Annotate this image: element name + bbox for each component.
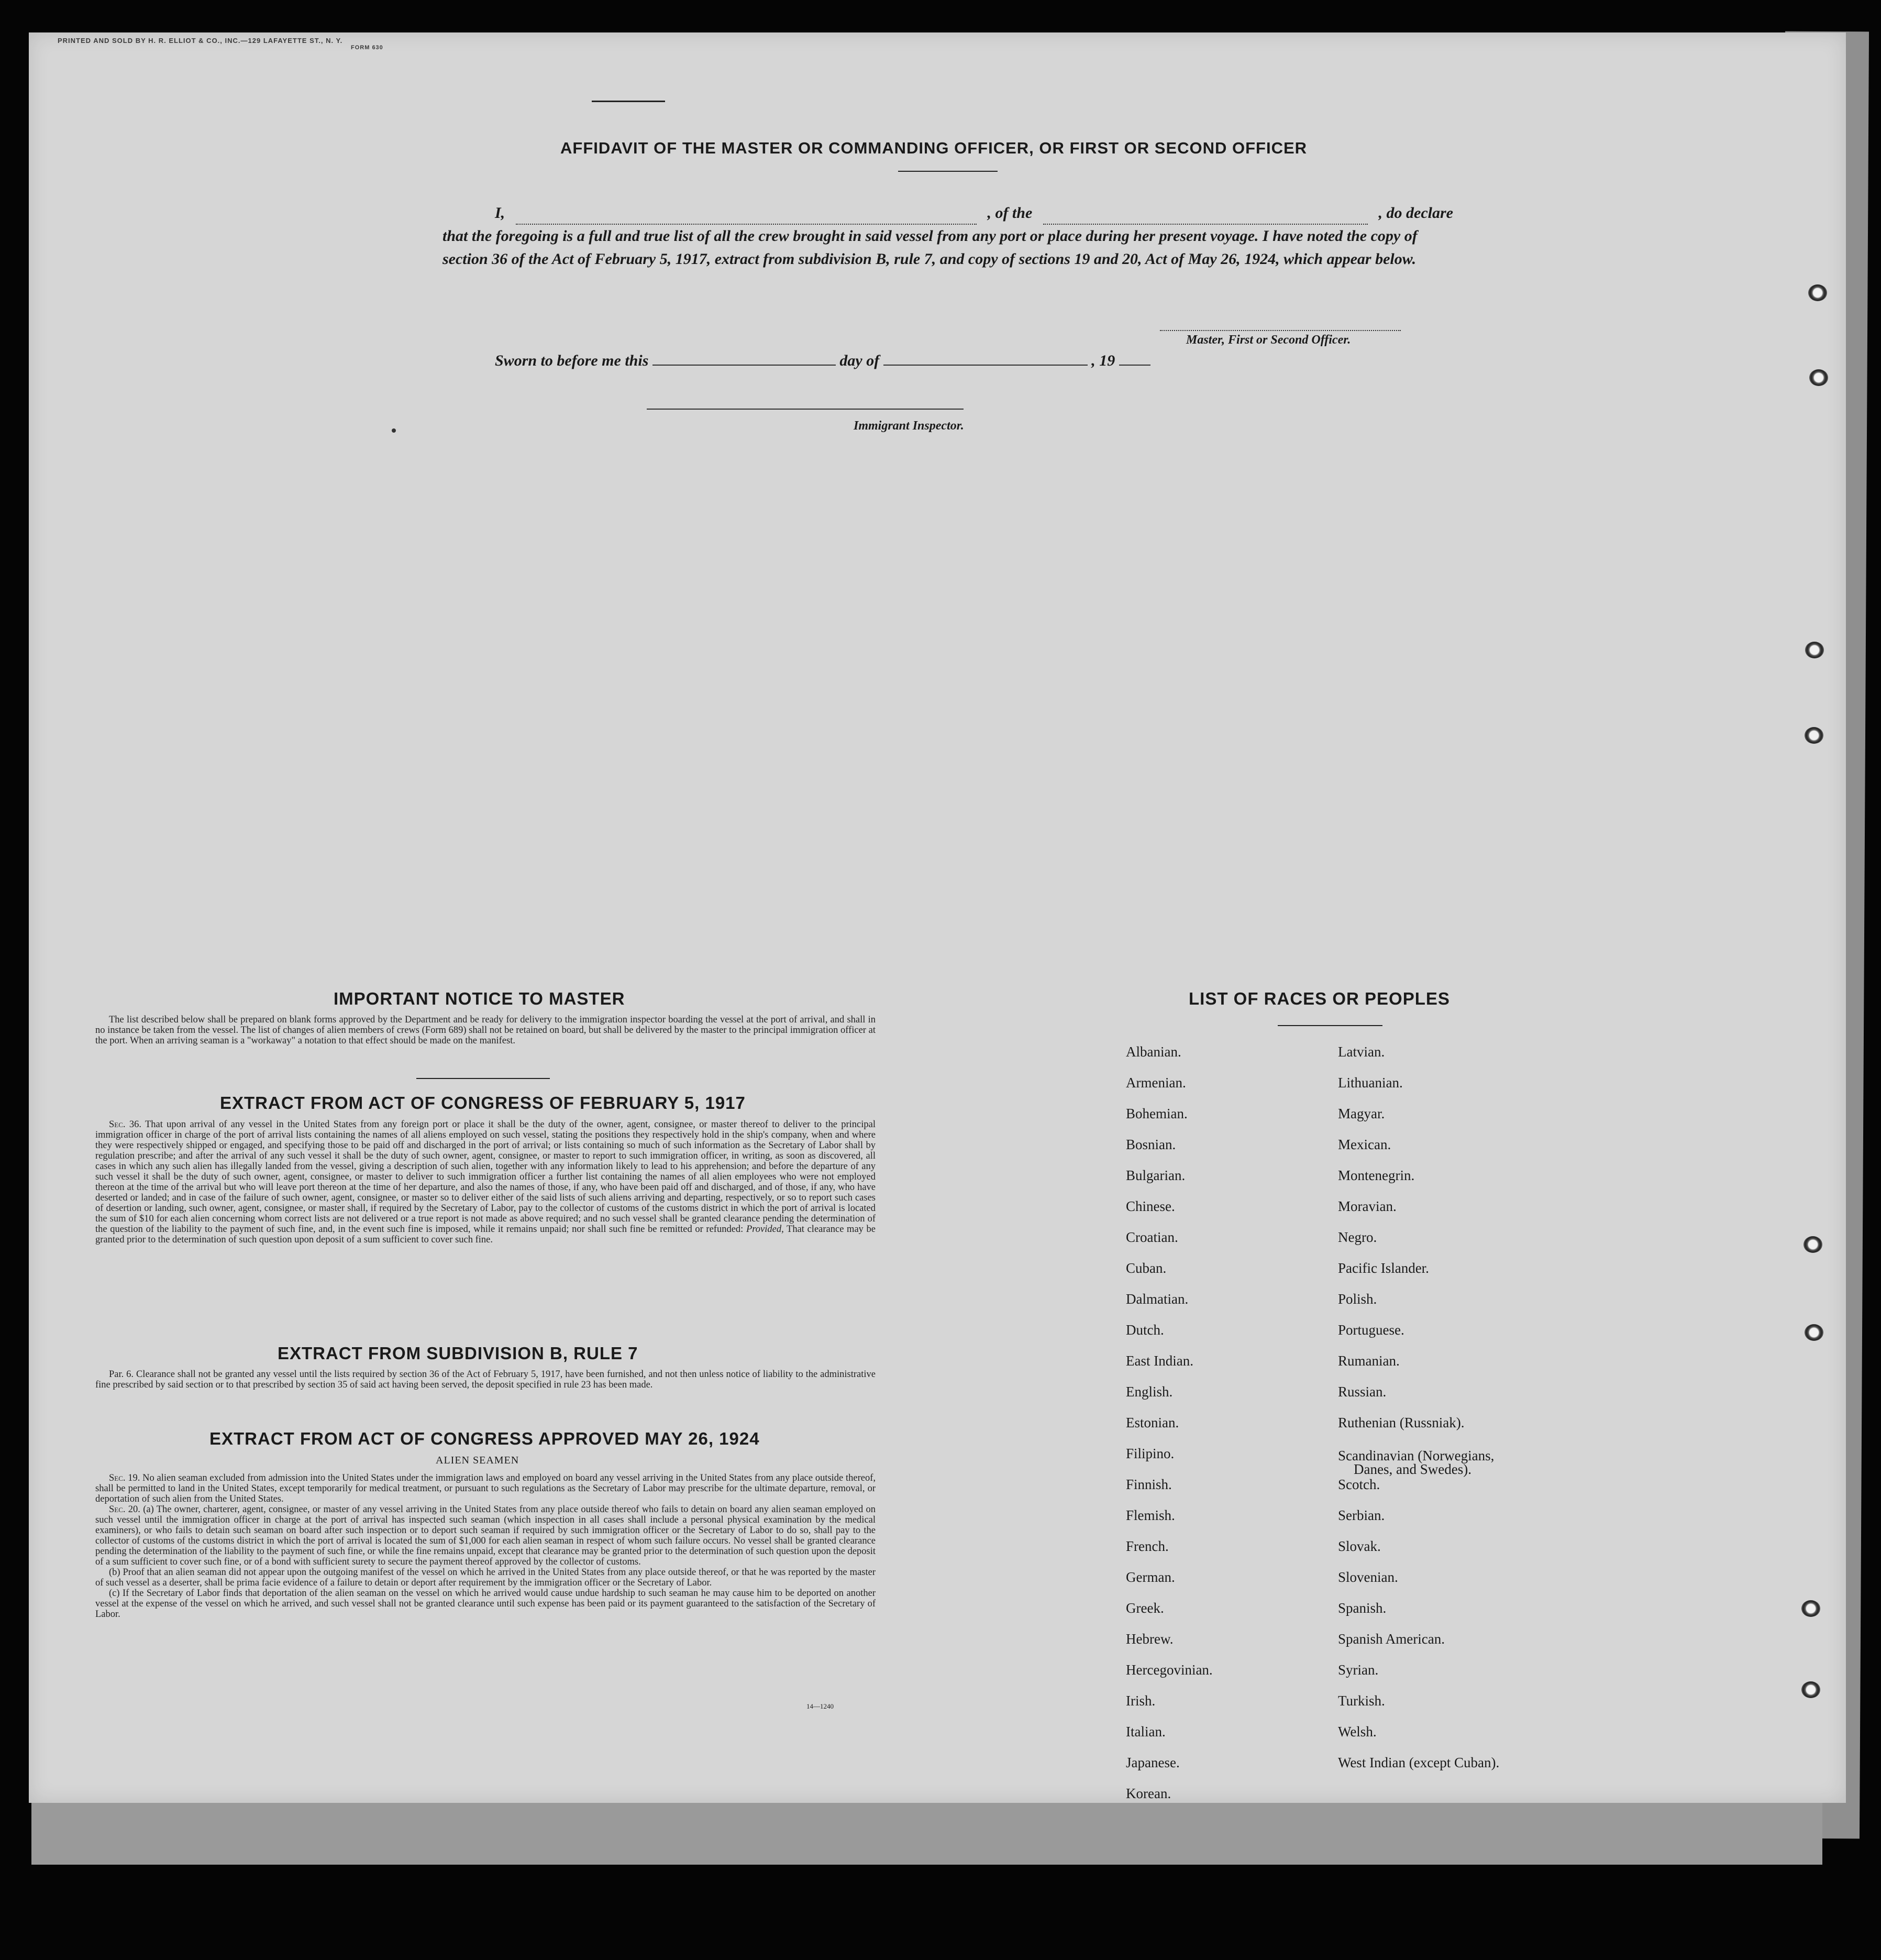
sec19-text: No alien seaman excluded from admission into the United States under the immigration laws and employed on board any vessel arriving in the United States from any place outside thereof, shall be permitted to land in the United States, except temporarily for medical treatment, or pursuant to such regulations as the Secretary of Labor may prescribe for the ultimate departure, removal, or deportation of such alien from the United States.	[95, 1473, 876, 1504]
printer-line: PRINTED AND SOLD BY H. R. ELLIOT & CO., INC.—129 LAFAYETTE ST., N. Y.	[58, 37, 343, 45]
notice-title: IMPORTANT NOTICE TO MASTER	[334, 989, 625, 1008]
sworn-year-blank[interactable]	[1119, 353, 1150, 366]
race-item: Greek.	[1126, 1600, 1164, 1616]
sec20-label: Sec. 20.	[109, 1504, 140, 1515]
affidavit-body: that the foregoing is a full and true list of all the crew brought in said vessel from any port or place during her present voyage. I have noted the copy of section 36 of the Act of February 5, 1917, extract from subdivision B, rule 7, and copy of sections 19 and 20, Act of May 26, 1924, which appear below.	[442, 227, 1418, 268]
notice-rule	[416, 1078, 550, 1079]
race-item: Polish.	[1338, 1291, 1377, 1307]
race-item: Serbian.	[1338, 1507, 1385, 1523]
affidavit-of-the: , of the	[987, 204, 1033, 222]
races-title: LIST OF RACES OR PEOPLES	[1189, 989, 1450, 1008]
race-item: Mexican.	[1338, 1137, 1391, 1152]
extract-1924-title: EXTRACT FROM ACT OF CONGRESS APPROVED MAY 26, 1924	[209, 1429, 760, 1448]
race-item: Japanese.	[1126, 1755, 1180, 1770]
race-item: Syrian.	[1338, 1662, 1379, 1678]
race-item: East Indian.	[1126, 1353, 1193, 1369]
race-item: Dutch.	[1126, 1322, 1164, 1338]
race-item: German.	[1126, 1569, 1175, 1585]
binder-hole	[1805, 1324, 1823, 1341]
race-item: Rumanian.	[1338, 1353, 1400, 1369]
extract-1917-title: EXTRACT FROM ACT OF CONGRESS OF FEBRUARY 5, 1917	[220, 1093, 746, 1113]
race-item: Scandinavian (Norwegians,	[1338, 1448, 1495, 1463]
race-item: Hercegovinian.	[1126, 1662, 1213, 1678]
sworn-day-blank[interactable]	[652, 353, 836, 366]
race-item: Latvian.	[1338, 1044, 1385, 1060]
sec20c-text: (c) If the Secretary of Labor finds that deportation of the alien seaman on the vessel on which he arrived would cause undue hardship to such seaman he may cause him to be deported on another vessel at the expense of the vessel on which he arrived, and such vessel shall not be granted clearance until such expense has been paid or its payment guaranteed to the satisfaction of the Secretary of Labor.	[95, 1588, 876, 1620]
notice-paragraph: The list described below shall be prepared on blank forms approved by the Department and be ready for delivery to the immigration inspector boarding the vessel at the port of arrival, and shall in no instance be taken from the vessel. The list of changes of alien members of crews (Form 689) shall not be retained on board, but shall be delivered by the master to the principal immigration officer at the port. When an arriving seaman is a "workaway" a notation to that effect should be made on the manifest.	[95, 1015, 876, 1046]
sec36-label: Sec. 36.	[109, 1119, 141, 1130]
race-item: Portuguese.	[1338, 1322, 1404, 1338]
alien-seamen-subtitle: ALIEN SEAMEN	[436, 1455, 519, 1466]
race-item: Armenian.	[1126, 1075, 1186, 1091]
stray-mark	[392, 428, 396, 433]
master-signature-line[interactable]	[1160, 330, 1401, 331]
sec20a-text: (a) The owner, charterer, agent, consignee, or master of any vessel arriving in the United States from any place outside thereof who fails to detain on board any alien seaman employed on such vessel until the immigration officer in charge at the port of arrival has inspected such seaman (which inspection in all cases shall include a personal physical examination by the medical examiners), or who fails to detain such seaman on board after such inspection or to deport such seaman if required by such immigration officer or the Secretary of Labor to do so, shall pay to the collector of customs of the customs district in which the port of arrival is located the sum of $1,000 for each alien seaman in respect of whom such failure occurs. No vessel shall be granted clearance pending the determination of the liability to the payment of such fine, or while the fine remains unpaid, except that clearance may be granted prior to the determination of such question upon the deposit of a sum sufficient to cover such fine, or of a bond with sufficient surety to secure the payment thereof approved by the collector of customs.	[95, 1504, 876, 1567]
race-item: Moravian.	[1338, 1198, 1397, 1214]
vessel-blank[interactable]	[1043, 202, 1368, 225]
printer-imprint	[58, 37, 383, 51]
rule7-paragraph: Par. 6. Clearance shall not be granted any vessel until the lists required by section 36 of the Act of February 5, 1917, have been furnished, and not then unless notice of liability to the administrative fine prescribed by said section or to that prescribed by section 35 of said act having been served, the deposit specified in rule 23 has been made.	[95, 1369, 876, 1390]
affidavit-title-rule	[898, 171, 998, 172]
race-item: Filipino.	[1126, 1446, 1175, 1461]
race-item: Estonian.	[1126, 1415, 1179, 1430]
year-prefix: , 19	[1091, 352, 1115, 369]
master-signature-label: Master, First or Second Officer.	[1186, 333, 1351, 347]
race-item: Welsh.	[1338, 1724, 1377, 1739]
races-title-rule	[1278, 1025, 1382, 1026]
rule7-title: EXTRACT FROM SUBDIVISION B, RULE 7	[278, 1344, 638, 1363]
race-item: Spanish.	[1338, 1600, 1387, 1616]
binder-hole	[1801, 1600, 1820, 1617]
provided-word: Provided,	[746, 1224, 784, 1235]
binder-hole	[1801, 1681, 1820, 1698]
form-code: 14—1240	[806, 1702, 834, 1710]
race-item: Magyar.	[1338, 1106, 1385, 1121]
race-item: Flemish.	[1126, 1507, 1175, 1523]
inspector-signature-label: Immigrant Inspector.	[854, 419, 964, 433]
sworn-month-blank[interactable]	[883, 353, 1088, 366]
affidavit-declare: , do declare	[1378, 204, 1453, 222]
day-of-text: day of	[839, 352, 880, 369]
inspector-signature-line[interactable]	[647, 409, 964, 410]
extract-1917-text	[95, 1119, 876, 1245]
race-item: Cuban.	[1126, 1260, 1167, 1276]
race-item: Lithuanian.	[1338, 1075, 1403, 1091]
race-item: Negro.	[1338, 1229, 1377, 1245]
top-rule	[592, 101, 665, 102]
race-item: Croatian.	[1126, 1229, 1178, 1245]
name-blank[interactable]	[516, 202, 977, 225]
race-item: Albanian.	[1126, 1044, 1181, 1060]
sworn-text: Sworn to before me this	[495, 352, 649, 369]
sec19-label: Sec. 19.	[109, 1473, 140, 1483]
race-item: Slovak.	[1338, 1538, 1381, 1554]
race-item: Spanish American.	[1338, 1631, 1445, 1647]
race-item: Irish.	[1126, 1693, 1156, 1709]
race-item: French.	[1126, 1538, 1169, 1554]
extract-1924-text	[95, 1473, 876, 1620]
race-item: Italian.	[1126, 1724, 1166, 1739]
notice-text	[95, 1015, 876, 1046]
race-item: Danes, and Swedes).	[1354, 1461, 1471, 1477]
rule7-text	[95, 1369, 876, 1390]
sec36-text: That upon arrival of any vessel in the United States from any foreign port or place it shall be the duty of the owner, agent, consignee, or master thereof to deliver to the principal immigration officer in charge of the port of arrival lists containing the names of all aliens employed on such vessel, stating the positions they respectively hold in the ship's company, when and where they were respectively shipped or engaged, and specifying those to be paid off and discharged in the port of arrival; or lists containing so much of such information as the Secretary of Labor shall by regulation prescribe; and after the arrival of any such vessel it shall be the duty of such owner, agent, consignee, or master to report to such immigration officer, in writing, as soon as discovered, all cases in which any such alien has illegally landed from the vessel, giving a description of such alien, together with any information likely to lead to his apprehension; and before the departure of any such vessel it shall be the duty of such owner, agent, consignee, or master to deliver to such immigration officer a further list containing the names of all alien employees who were not employed thereon at the time of the arrival but who will leave port thereon at the time of her departure, and also the names of those, if any, who have been paid off and discharged, and of those, if any, who have deserted or landed; and in case of the failure of such owner, agent, consignee, or master so to deliver either of the said lists of such aliens arriving and departing, respectively, or so to report such cases of desertion or landing, such owner, agent, consignee, or master shall, if required by the Secretary of Labor, pay to the collector of customs of the customs district in which the port of arrival is located the sum of $10 for each alien concerning whom correct lists are not delivered or a true report is not made as above required; and no such vessel shall be granted clearance pending the determination of the question of the liability to the payment of such fine, and, in the event such fine is imposed, while it remains unpaid; nor shall such fine be remitted or refunded:	[95, 1119, 876, 1235]
affidavit-statement	[442, 202, 1453, 271]
sec36-text-end: That clearance may be granted prior to the determination of such question upon deposit of a sum sufficient to cover such fine.	[95, 1224, 876, 1245]
race-item: Korean.	[1126, 1786, 1171, 1801]
race-item: Bohemian.	[1126, 1106, 1188, 1121]
race-item: Scotch.	[1338, 1477, 1380, 1492]
race-item: Dalmatian.	[1126, 1291, 1189, 1307]
race-item: Bosnian.	[1126, 1137, 1176, 1152]
race-item: Russian.	[1338, 1384, 1387, 1400]
form-number: FORM 630	[351, 45, 383, 51]
race-item: Hebrew.	[1126, 1631, 1174, 1647]
binder-hole	[1809, 369, 1828, 386]
race-item: English.	[1126, 1384, 1173, 1400]
binder-hole	[1805, 727, 1823, 744]
race-item: Bulgarian.	[1126, 1168, 1186, 1183]
affidavit-title: AFFIDAVIT OF THE MASTER OR COMMANDING OFFICER, OR FIRST OR SECOND OFFICER	[560, 139, 1308, 157]
sec20b-text: (b) Proof that an alien seaman did not appear upon the outgoing manifest of the vessel on which he arrived in the United States from any place outside thereof, or that he was reported by the master of such vessel as a deserter, shall be prima facie evidence of a failure to detain or deport after requirement by the immigration officer or the Secretary of Labor.	[95, 1567, 876, 1588]
race-item: Slovenian.	[1338, 1569, 1398, 1585]
binder-hole	[1803, 1236, 1822, 1253]
race-item: Ruthenian (Russniak).	[1338, 1415, 1465, 1430]
race-item: Montenegrin.	[1338, 1168, 1415, 1183]
race-item: West Indian (except Cuban).	[1338, 1755, 1500, 1770]
race-item: Turkish.	[1338, 1693, 1385, 1709]
sworn-line	[495, 352, 1150, 370]
binder-hole	[1808, 284, 1827, 301]
affidavit-i: I,	[495, 204, 505, 222]
race-item: Pacific Islander.	[1338, 1260, 1429, 1276]
race-item: Finnish.	[1126, 1477, 1172, 1492]
binder-hole	[1805, 642, 1824, 658]
race-item: Chinese.	[1126, 1198, 1175, 1214]
